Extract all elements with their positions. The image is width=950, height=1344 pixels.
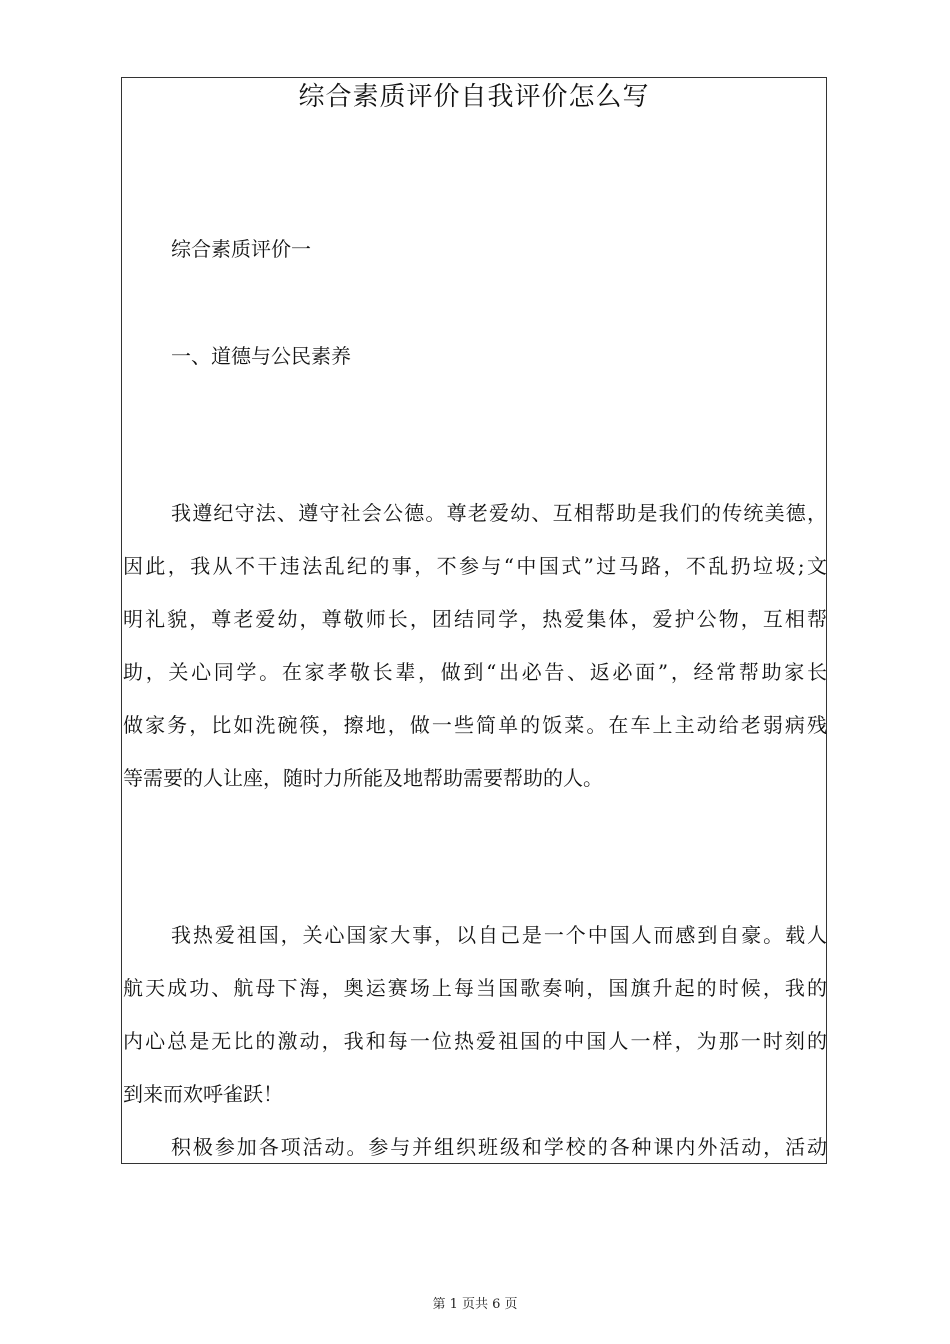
paragraph-1-line: 做家务，比如洗碗筷，擦地，做一些简单的饭菜。在车上主动给老弱病残 [123, 713, 827, 737]
subheading: 一、道德与公民素养 [171, 344, 351, 368]
section-heading: 综合素质评价一 [171, 237, 311, 261]
paragraph-1-line: 明礼貌，尊老爱幼，尊敬师长，团结同学，热爱集体，爱护公物，互相帮 [123, 607, 827, 631]
paragraph-2-line: 内心总是无比的激动，我和每一位热爱祖国的中国人一样，为那一时刻的 [123, 1029, 827, 1053]
page-number: 第 1 页共 6 页 [432, 1297, 518, 1312]
paragraph-1-line: 助，关心同学。在家孝敬长辈，做到“出必告、返必面”，经常帮助家长 [123, 660, 827, 684]
paragraph-1-line: 我遵纪守法、遵守社会公德。尊老爱幼、互相帮助是我们的传统美德， [171, 501, 827, 525]
paragraph-1-line: 等需要的人让座，随时力所能及地帮助需要帮助的人。 [123, 766, 603, 790]
paragraph-2-line: 航天成功、航母下海，奥运赛场上每当国歌奏响，国旗升起的时候，我的 [123, 976, 827, 1000]
paragraph-2-line: 我热爱祖国，关心国家大事，以自己是一个中国人而感到自豪。载人 [171, 923, 827, 947]
paragraph-2-line: 到来而欢呼雀跃！ [123, 1082, 283, 1106]
paragraph-1-line: 因此，我从不干违法乱纪的事，不参与“中国式”过马路，不乱扔垃圾;文 [123, 554, 827, 578]
paragraph-3-line: 积极参加各项活动。参与并组织班级和学校的各种课内外活动，活动 [171, 1135, 827, 1159]
document-title: 综合素质评价自我评价怎么写 [298, 82, 650, 112]
